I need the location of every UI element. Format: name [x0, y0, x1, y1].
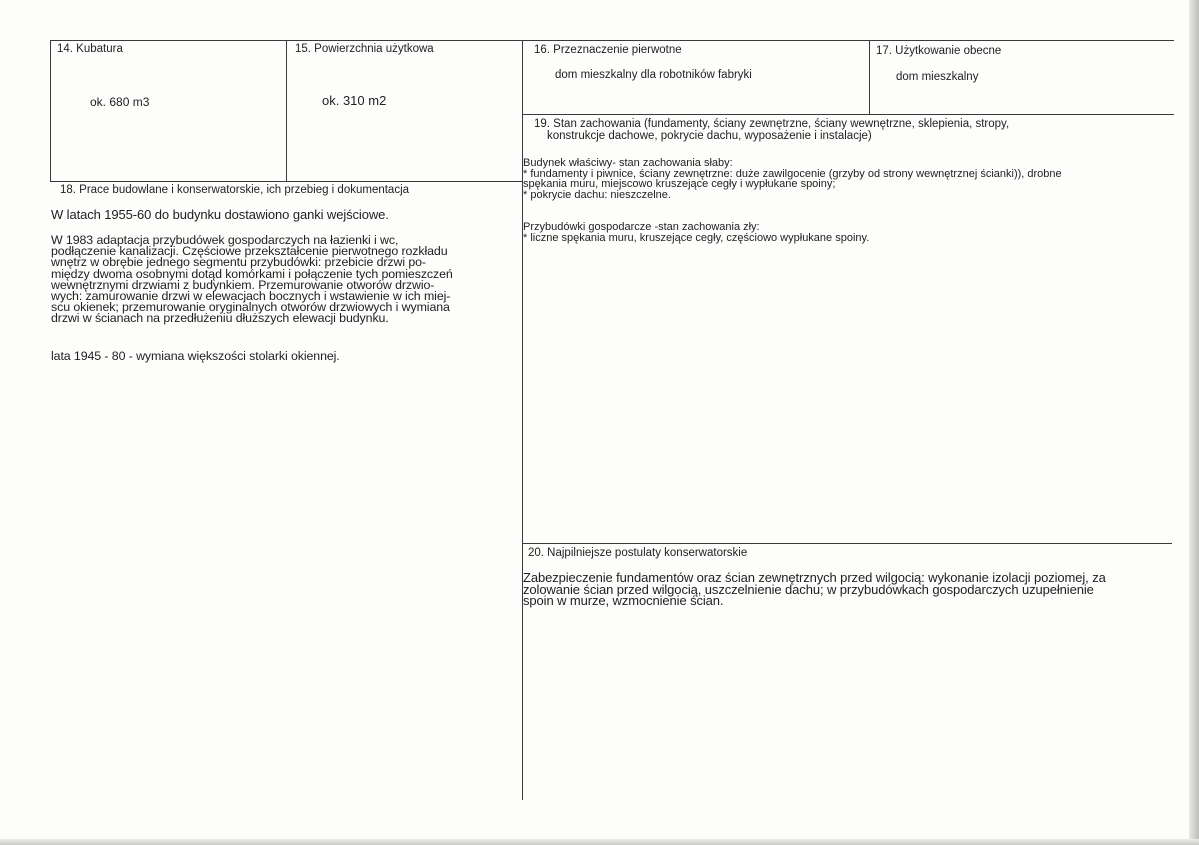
field-16-value: dom mieszkalny dla robotników fabryki — [555, 69, 752, 81]
condition-line: * pokrycie dachu: nieszczelne. — [523, 188, 671, 201]
field-14-value: ok. 680 m3 — [90, 95, 150, 109]
field-18-paragraph-3 — [51, 351, 340, 362]
condition-line: Przybudówki gospodarcze -stan zachowania zły: — [523, 221, 760, 233]
condition-line: * fundamenty i piwnice, ściany zewnętrzne: duże zawilgocenie (grzyby od strony wewnętrznej ścianki)), drobne — [523, 167, 1062, 180]
field-14-label: 14. Kubatura — [57, 43, 123, 55]
row-divider-20 — [522, 543, 1172, 544]
field-15-label: 15. Powierzchnia użytkowa — [295, 43, 434, 55]
row-divider-18 — [50, 181, 522, 182]
form-left-border — [50, 40, 51, 182]
field-19-block-building — [523, 158, 1062, 200]
row-divider-19 — [522, 114, 1174, 115]
paragraph-line: drzwi w ścianach na przedłużeniu dłuższych elewacji budynku. — [51, 311, 389, 326]
paragraph-line: zolowanie ścian przed wilgocią, uszczelnienie dachu; w przybudówkach gospodarczych uzupełnienie — [523, 581, 1094, 597]
paragraph-line: W 1983 adaptacja przybudówek gospodarczych na łazienki i wc, — [51, 233, 399, 247]
divider-16-17 — [869, 40, 870, 114]
paragraph-line: wnętrz w obrębie jednego segmentu przybudówki: przebicie drzwi po- — [51, 255, 426, 270]
paragraph-line: podłączenie kanalizacji. Częściowe przekształcenie pierwotnego rozkładu — [51, 244, 448, 259]
field-19-label — [534, 119, 1009, 142]
condition-line: Budynek właściwy- stan zachowania słaby: — [523, 157, 733, 169]
field-19-label-line: 19. Stan zachowania (fundamenty, ściany zewnętrzne, ściany wewnętrzne, sklepienia, stropy, — [534, 118, 1010, 130]
paragraph-line: spoin w murze, wzmocnienie ścian. — [523, 593, 724, 608]
field-18-label: 18. Prace budowlane i konserwatorskie, ich przebieg i dokumentacja — [60, 184, 410, 196]
field-16-label: 16. Przeznaczenie pierwotne — [534, 44, 682, 56]
condition-line: spękania muru, miejscowo kruszejące cegły i wypłukane spoiny; — [523, 178, 836, 190]
paragraph-line: lata 1945 - 80 - wymiana większości stolarki okiennej. — [51, 349, 340, 363]
paragraph-line: wych: zamurowanie drzwi w elewacjach bocznych i wstawienie w ich miej- — [51, 289, 451, 304]
condition-line: * liczne spękania muru, kruszejące cegły, częściowo wypłukane spoiny. — [523, 231, 870, 244]
form-top-border — [50, 40, 1174, 41]
paragraph-line: wewnętrznymi drzwiami z budynkiem. Przemurowanie otworów drzwio- — [51, 277, 435, 292]
field-17-value: dom mieszkalny — [896, 71, 979, 83]
field-18-paragraph-2 — [51, 235, 453, 325]
paragraph-line: scu okienek; przemurowanie oryginalnych otworów drzwiowych i wymiana — [51, 300, 450, 315]
center-divider — [522, 40, 523, 800]
paragraph-line: Zabezpieczenie fundamentów oraz ścian zewnętrznych przed wilgocią: wykonanie izolacji poziomej, za — [523, 570, 1106, 585]
scan-shadow-right — [1189, 0, 1199, 845]
field-20-text — [523, 572, 1106, 607]
field-19-block-outbuildings — [523, 222, 869, 243]
field-18-paragraph-1 — [51, 209, 389, 220]
field-17-label: 17. Użytkowanie obecne — [876, 45, 1002, 57]
field-15-value: ok. 310 m2 — [322, 93, 387, 108]
field-20-label: 20. Najpilniejsze postulaty konserwatorskie — [528, 547, 748, 559]
scan-shadow-bottom — [0, 839, 1199, 845]
paragraph-line: W latach 1955-60 do budynku dostawiono ganki wejściowe. — [51, 207, 389, 222]
field-19-label-line: konstrukcje dachowe, pokrycie dachu, wyposażenie i instalacje) — [547, 129, 872, 142]
divider-14-15 — [286, 40, 287, 182]
paragraph-line: między dwoma osobnymi dotąd komórkami i połączenie tych pomieszczeń — [51, 266, 453, 281]
